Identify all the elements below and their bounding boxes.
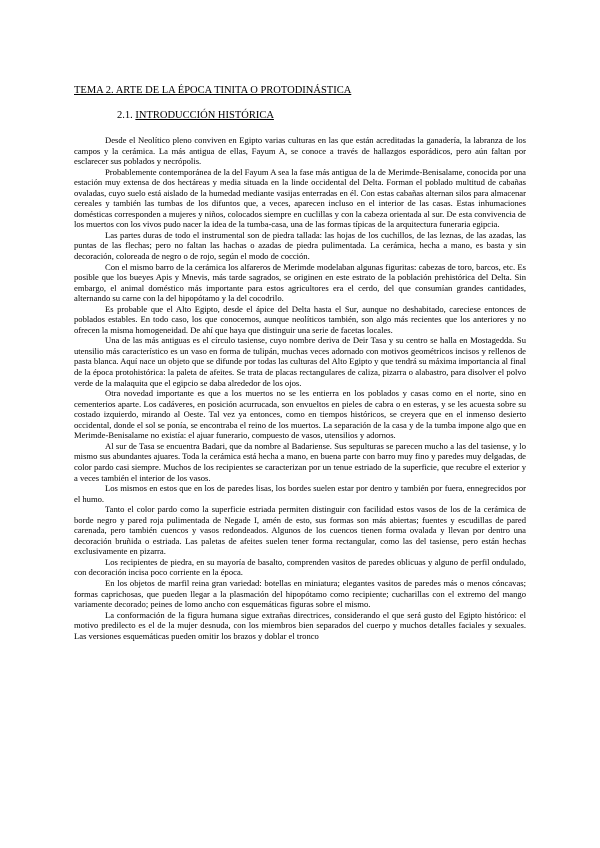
paragraph: Es probable que el Alto Egipto, desde el ápice del Delta hasta el Sur, aunque no deshabitado, careciese entonces de poblados estables. En todo caso, los que conocemos, aunque neolíticos también, son algo más recientes que los anteriores y no ofrecen la misma homogeneidad. De ahí que haya que distinguir una serie de facetas locales. — [74, 303, 526, 335]
paragraph: Con el mismo barro de la cerámica los alfareros de Merimde modelaban algunas figuritas: cabezas de toro, barcos, etc. Es posible que los bueyes Apis y Mnevis, más tarde sagrados, se originen en este estrato de la población prehistórica del Delta. Sin embargo, el animal doméstico más importante para estos agricultores era el cerdo, del que consumían grandes cantidades, alternando su carne con la del hipopótamo y la del cocodrilo. — [74, 261, 526, 304]
section-title: INTRODUCCIÓN HISTÓRICA — [135, 110, 274, 121]
paragraph: Al sur de Tasa se encuentra Badari, que da nombre al Badariense. Sus sepulturas se parecen mucho a las del tasiense, y lo mismo sus abundantes ajuares. Toda la cerámica está hecha a mano, en buena parte con barro muy fino y paredes muy delgadas, de color pardo casi siempre. Muchos de los recipientes se caracterizan por un tenue estriado de la superficie, que recubre el exterior y a veces también el interior de los vasos. — [74, 440, 526, 483]
paragraph: Los recipientes de piedra, en su mayoría de basalto, comprenden vasitos de paredes oblicuas y alguno de perfil ondulado, con decoración incisa poco corriente en la época. — [74, 556, 526, 578]
paragraph: Desde el Neolítico pleno conviven en Egipto varias culturas en las que están acreditadas la ganadería, la labranza de los campos y la cerámica. La más antigua de ellas, Fayum A, se conoce a través de hallazgos esporádicos, pero aún faltan por esclarecer sus poblados y necrópolis. — [74, 135, 526, 167]
paragraph: La conformación de la figura humana sigue extrañas directrices, considerando el que será gusto del Egipto histórico: el motivo predilecto es el de la mujer desnuda, con los miembros bien separados del cuerpo y muchos detalles faciales y sexuales. Las versiones esquemáticas pueden omitir los brazos y doblar el tronco — [74, 609, 526, 641]
body-text — [74, 135, 526, 641]
section-heading — [117, 110, 274, 121]
paragraph: Probablemente contemporánea de la del Fayum A sea la fase más antigua de la de Merimde-Benisalame, conocida por una estación muy extensa de dos hectáreas y media situada en la linde occidental del Delta. Forman el poblado multitud de cabañas ovaladas, cuyo suelo está aislado de la humedad mediante vasijas enterradas en él. Con estas cabañas alternan silos para almacenar cereales y también las tumbas de los difuntos que, a veces, aparecen incluso en el interior de las casas. Estas inhumaciones domésticas corresponden a mujeres y niños, colocados siempre en cuclillas y con la cabeza orientada al sur. De esta convivencia de los muertos con los vivos pudo nacer la idea de la tumba-casa, una de las formas típicas de la arquitectura funeraria egipcia. — [74, 166, 526, 230]
paragraph: Otra novedad importante es que a los muertos no se les entierra en los poblados y casas como en el norte, sino en cementerios aparte. Los cadáveres, en posición acurrucada, son envueltos en pieles de cabra o en esteras, y se les acuesta sobre su costado izquierdo, mirando al Oeste. Tal vez ya entonces, como en tiempos históricos, se creyera que en el inmenso desierto occidental, donde el sol se ponía, se encontraba el reino de los muertos. La separación de la casa y de la tumba impone algo que en Merimde-Benisalame no existía: el ajuar funerario, compuesto de vasos, utensilios y adornos. — [74, 388, 526, 441]
paragraph: En los objetos de marfil reina gran variedad: botellas en miniatura; elegantes vasitos de paredes más o menos cóncavas; formas caprichosas, que pueden llegar a la plasmación del hipopótamo como recipiente; cucharillas con el extremo del mango variamente decorado; peines de lomo ancho con esquemáticas figuras sobre el mismo. — [74, 577, 526, 610]
paragraph: Los mismos en estos que en los de paredes lisas, los bordes suelen estar por dentro y también por fuera, ennegrecidos por el humo. — [74, 483, 526, 504]
paragraph: Una de las más antiguas es el círculo tasiense, cuyo nombre deriva de Deir Tasa y su centro se halla en Mostagedda. Su utensilio más característico es un vaso en forma de tulipán, muchas veces adornado con motivos geométricos incisos y rellenos de pasta blanca. Aquí nace un objeto que se difunde por todas las culturas del Alto Egipto y que tendrá su máxima importancia al final de la época protohistórica: la paleta de afeites. Se trata de placas rectangulares de caliza, pizarra o alabastro, para disolver el polvo verde de la malaquita que el egipcio se daba alrededor de los ojos. — [74, 335, 526, 388]
paragraph: Las partes duras de todo el instrumental son de piedra tallada: las hojas de los cuchillos, de las leznas, de las azadas, las puntas de las flechas; pero no faltan las hachas o azadas de piedra pulimentada. La cerámica, hecha a mano, es basta y sin decoración, coloreada de negro o de rojo, según el modo de cocción. — [74, 229, 526, 262]
paragraph: Tanto el color pardo como la superficie estriada permiten distinguir con facilidad estos vasos de los de la cerámica de borde negro y pared roja pulimentada de Negade I, amén de esto, sus formas son más abiertas; fuentes y escudillas de pared carenada, pero también cuencos y vasos redondeados. Algunos de los cuencos tienen forma ovalada y llevan por dentro una decoración bruñida o estriada. Las paletas de afeites suelen tener forma rectangular, como las del tasiense, pero están hechas exclusivamente en pizarra. — [74, 504, 526, 557]
section-number: 2.1. — [117, 110, 133, 121]
page-title: TEMA 2. ARTE DE LA ÉPOCA TINITA O PROTODINÁSTICA — [74, 85, 352, 96]
